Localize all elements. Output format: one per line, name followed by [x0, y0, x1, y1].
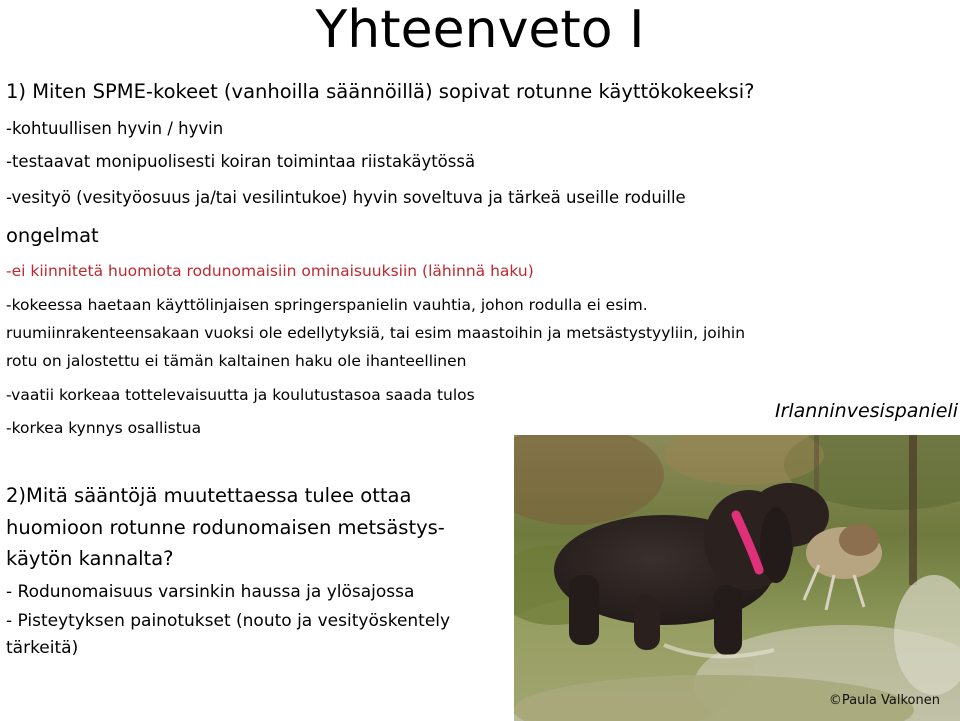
question-2-line-1: 2)Mitä sääntöjä muutettaessa tulee ottaa	[6, 484, 412, 507]
point-1-2: -testaavat monipuolisesti koiran toimintaa riistakäytössä	[6, 152, 476, 171]
point-1-3: -vesityö (vesityöosuus ja/tai vesilintukoe) hyvin soveltuva ja tärkeä useille roduille	[6, 188, 686, 207]
slide-title: Yhteenveto I	[315, 0, 645, 60]
problems-heading: ongelmat	[6, 224, 99, 247]
problem-2-cont-1: ruumiinrakenteensakaan vuoksi ole edellytyksiä, tai esim maastoihin ja metsästystyyliin, joihin	[6, 324, 746, 342]
question-1: 1) Miten SPME-kokeet (vanhoilla säännöillä) sopivat rotunne käyttökokeeksi?	[6, 80, 755, 103]
point-2-1: - Rodunomaisuus varsinkin haussa ja ylösajossa	[6, 582, 415, 602]
photo-caption: Irlanninvesispanieli	[774, 400, 958, 422]
question-2-line-2: huomioon rotunne rodunomaisen metsästys-	[6, 516, 445, 539]
problem-1: -ei kiinnitetä huomiota rodunomaisiin ominaisuuksiin (lähinnä haku)	[6, 262, 534, 280]
dog-photo-illustration	[514, 435, 960, 721]
point-1-1: -kohtuullisen hyvin / hyvin	[6, 119, 224, 138]
problem-2: -kokeessa haetaan käyttölinjaisen springerspanielin vauhtia, johon rodulla ei esim.	[6, 296, 648, 314]
question-2-line-3: käytön kannalta?	[6, 547, 174, 570]
point-2-2-cont: tärkeitä)	[6, 638, 79, 658]
problem-3: -vaatii korkeaa tottelevaisuutta ja koulutustasoa saada tulos	[6, 386, 475, 404]
problem-2-cont-2: rotu on jalostettu ei tämän kaltainen haku ole ihanteellinen	[6, 352, 467, 370]
photo-credit: ©Paula Valkonen	[828, 693, 940, 708]
problem-4: -korkea kynnys osallistua	[6, 419, 202, 437]
dog-photo	[514, 435, 960, 721]
point-2-2: - Pisteytyksen painotukset (nouto ja vesityöskentely	[6, 611, 451, 631]
